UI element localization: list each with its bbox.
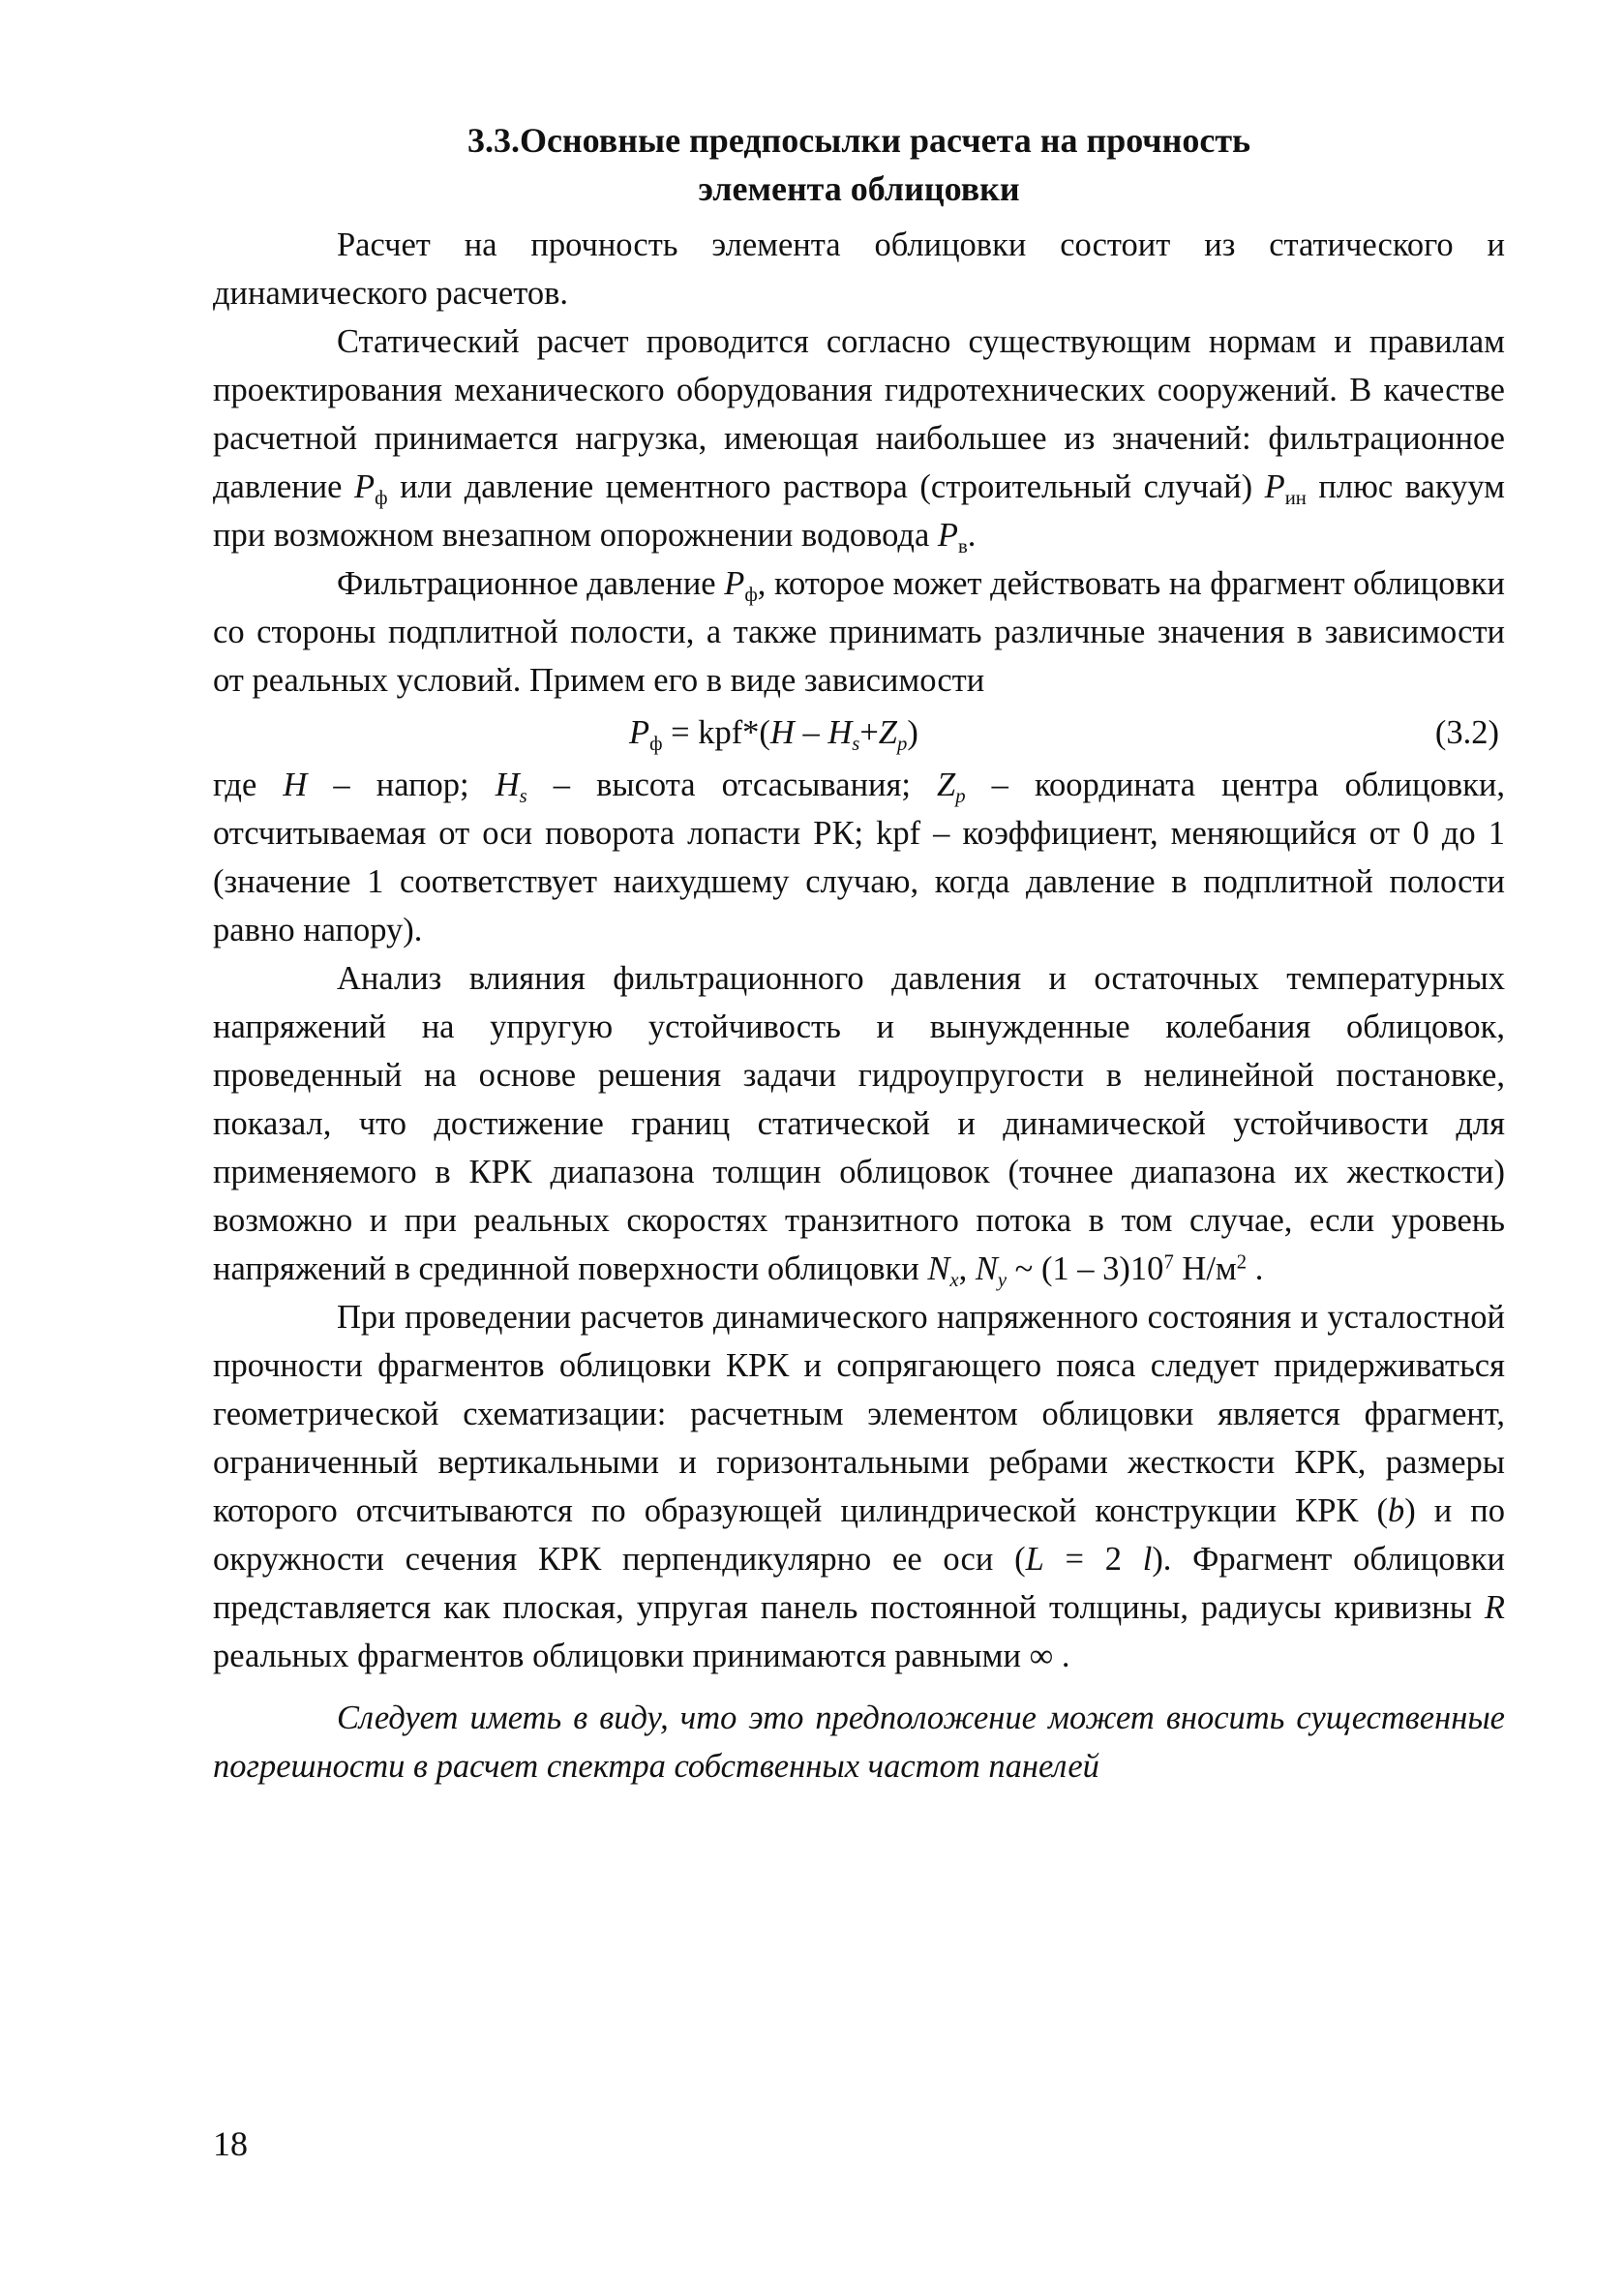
page-content [213, 116, 1505, 1790]
paragraph-analysis: Анализ влияния фильтрационного давления и остаточных температурных напряжений на упругую устойчивость и вынужденные колебания облицовок, проведенный на основе решения задачи гидроупругости в нелинейной постановке, показал, что достижение границ статической и динамической устойчивости для применяемого в КРК диапазона толщин облицовок (точнее диапазона их жесткости) возможно и при реальных скоростях транзитного потока в том случае, если уровень напряжений в срединной поверхности облицовки $N_x$, $N_y$ ~ $(1 - 3)10^7$ $Н/м^2$ . [213, 960, 1505, 1292]
equation-3-2 [213, 705, 1505, 761]
paragraph-geometry: При проведении расчетов динамического напряженного состояния и усталостной прочности фрагментов облицовки КРК и сопрягающего пояса следует придерживаться геометрической схематизации: расчетным элементом облицовки является фрагмент, ограниченный вертикальными и горизонтальными ребрами жесткости КРК, размеры которого отсчитываются по образующей цилиндрической конструкции КРК (b) и по окружности сечения КРК перпендикулярно ее оси (L = 2 l). Фрагмент облицовки представляется как плоская, упругая панель постоянной толщины, радиусы кривизны R реальных фрагментов облицовки принимаются равными ∞ . [213, 1299, 1505, 1674]
paragraph-where-definitions: где H – напор; $H_s$ – высота отсасывания; $Z_p$ – координата центра облицовки, отсчитываемая от оси поворота лопасти РК; kpf – коэффициент, меняющийся от 0 до 1 (значение 1 соответствует наихудшему случаю, когда давление в подплитной полости равно напору). [213, 767, 1505, 948]
equation-formula: $P_ф = kpf*(H - H_s+Z_p)$ [629, 714, 918, 756]
section-heading-line2: элемента облицовки [698, 169, 1020, 208]
paragraph-static-calc: Статический расчет проводится согласно существующим нормам и правилам проектирования механического оборудования гидротехнических сооружений. В качестве расчетной принимается нагрузка, имеющая наибольшее из значений: фильтрационное давление $P_ф$ или давление цементного раствора (строительный случай) $P_{ин}$ плюс вакуум при возможном внезапном опорожнении водовода $P_в$. [213, 323, 1506, 558]
paragraph-intro: Расчет на прочность элемента облицовки состоит из статического и динамического расчетов. [213, 226, 1505, 312]
paragraph-filtration-pressure: Фильтрационное давление $P_ф$, которое может действовать на фрагмент облицовки со стороны подплитной полости, а также принимать различные значения в зависимости от реальных условий. Примем его в виде зависимости [213, 565, 1506, 699]
section-heading-line1: 3.3.Основные предпосылки расчета на прочность [466, 121, 1251, 160]
page-number: 18 [213, 2124, 248, 2163]
paragraph-italic-note: Следует иметь в виду, что это предположение может вносить существенные погрешности в расчет спектра собственных частот панелей [213, 1700, 1505, 1785]
section-heading [213, 116, 1505, 213]
equation-number: (3.2) [1434, 714, 1499, 751]
